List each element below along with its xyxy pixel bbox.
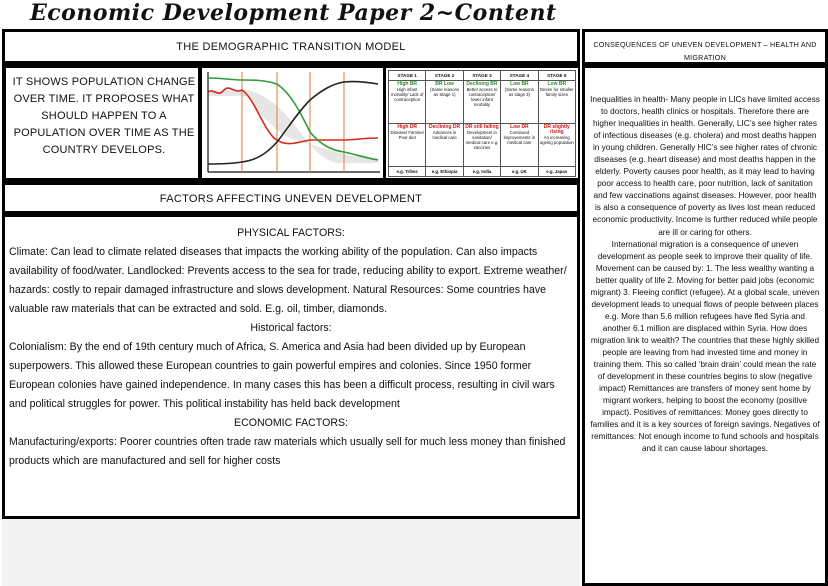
consequences-title-panel bbox=[582, 29, 828, 65]
dtm-description: IT SHOWS POPULATION CHANGE OVER TIME. IT PROPOSES WHAT SHOULD HAPPEN TO A POPULATION OVER TIME AS THE COUNTRY DEVELOPS. bbox=[12, 76, 196, 156]
birth-rate-cell bbox=[463, 81, 500, 124]
historical-heading: Historical factors: bbox=[250, 322, 332, 334]
death-rate-note: Advances in medical care bbox=[432, 130, 457, 140]
birth-rate-label: Declining BR bbox=[466, 81, 498, 87]
historical-text: Colonialism: By the end of 19th century much of Africa, S. America and Asia had been divided up by European superpowers. This allowed these European countries to gain powerful empires and colonies. Since 1950 former European colonies have gained independence. In many cases this has been a difficult process, resulting in civil wars and political struggles for power. This political instability has held back development bbox=[9, 341, 555, 410]
birth-rate-note: High infant mortality/ Lack of contraception bbox=[390, 87, 424, 102]
death-rate-cell bbox=[501, 124, 538, 167]
birth-rate-cell bbox=[389, 81, 426, 124]
birth-rate-row bbox=[389, 81, 576, 124]
page-title: Economic Development Paper 2~Content bbox=[30, 0, 557, 26]
dtm-title-panel bbox=[2, 29, 580, 64]
death-rate-note: An increasing ageing population bbox=[539, 135, 574, 145]
consequences-body bbox=[590, 94, 820, 455]
death-rate-label: DR slightly rising bbox=[543, 124, 570, 135]
birth-rate-cell bbox=[501, 81, 538, 124]
death-rate-row bbox=[389, 124, 576, 167]
dtm-title: THE DEMOGRAPHIC TRANSITION MODEL bbox=[176, 41, 406, 53]
birth-rate-note: Desire for smaller family sizes bbox=[539, 87, 574, 97]
migration-text: International migration is a consequence of uneven development as people seek to improve their quality of life. Movement can be caused by: 1. The less wealthy wanting a better quality of life 2. Moving for better paid jobs (economic migrant) 3. Fleeing conflict (refugee). At a global scale, uneven development leads to unequal flows of people between places e.g. More than 5.6 million refugees have fled Syria and another 6.1 million are displaced within Syria. How does migration link to wealth? The countries that these highly skilled people are leaving from had invested time and money in training them. This so called ‘brain drain’ could mean the rate of development in these countries begins to slow (negative impact) Remittances are transfers of money sent home by migrant workers, helping to boost the economy (positive impact). Positives of remittances: Money goes directly to families and it is a key sources of foreign savings. Negatives of remittances: Not enough income to fund schools and hospitals and it can cause labour shortages. bbox=[590, 239, 820, 454]
death-rate-note: Continued improvements in medical care bbox=[503, 130, 536, 145]
birth-rate-label: BR Low bbox=[435, 81, 454, 87]
birth-rate-note: (Same reasons as Stage 1) bbox=[430, 87, 460, 97]
dtm-stages-panel bbox=[386, 68, 578, 178]
physical-text: Climate: Can lead to climate related diseases that impacts the working ability of the population. Can also impacts availability of food/water. Landlocked: Prevents access to the sea for trade, reducing ability to export. Extreme weather/ hazards: costly to repair damaged infrastructure and slows development. Natural Resources: Some countries have valuable raw materials that can be extracted and sold. E.g. oil, timber, diamonds. bbox=[9, 246, 567, 315]
economic-heading: ECONOMIC FACTORS: bbox=[234, 417, 348, 429]
stage-header: STAGE 1 bbox=[389, 71, 426, 81]
stage-header: STAGE 3 bbox=[463, 71, 500, 81]
dtm-graph bbox=[202, 68, 383, 178]
birth-rate-cell bbox=[538, 81, 575, 124]
death-rate-note: Development in sanitation/ medical care e.g. vaccines bbox=[465, 130, 499, 150]
example-cell: e.g. Japan bbox=[538, 167, 575, 177]
death-rate-cell bbox=[538, 124, 575, 167]
birth-rate-cell bbox=[426, 81, 463, 124]
stage-header: STAGE 5 bbox=[538, 71, 575, 81]
birth-rate-label: Low BR bbox=[510, 81, 529, 87]
health-text: Inequalities in health- Many people in LICs have limited access to doctors, health clinics or hospitals. Therefore there are higher inequalities in health. Generally, LIC’s see higher rates of infectious diseases (e.g. cholera) and most deaths happen in young children. Generally HIC’s see higher rates of chronic diseases (e.g. heart disease) and most deaths happen in the elderly. Poverty causes poor health, as it may lead to having poor access to health care, poor nutrition, lack of sanitation and few vaccinations against diseases. However, poor health is also a consequence of poverty as lives lost mean reduced economic productivity. Income is further reduced while people are ill or caring for others. bbox=[590, 95, 820, 237]
physical-heading: PHYSICAL FACTORS: bbox=[237, 227, 345, 239]
example-cell: e.g. Ethiopia bbox=[426, 167, 463, 177]
example-cell: e.g. Tribes bbox=[389, 167, 426, 177]
stage-header: STAGE 4 bbox=[501, 71, 538, 81]
stages-table bbox=[388, 70, 576, 177]
economic-text: Manufacturing/exports: Poorer countries often trade raw materials which usually sell for much less money than finished products which are manufactured and sell for higher costs bbox=[9, 436, 566, 467]
stages-header-row bbox=[389, 71, 576, 81]
death-rate-label: High DR bbox=[397, 124, 418, 130]
example-cell: e.g. UK bbox=[501, 167, 538, 177]
death-rate-cell bbox=[426, 124, 463, 167]
birth-rate-note: (Same reasons as stage 3) bbox=[504, 87, 534, 97]
example-cell: e.g. India bbox=[463, 167, 500, 177]
factors-body-panel bbox=[2, 214, 580, 519]
birth-rate-note: Better access to contraception/ lower infant mortality bbox=[466, 87, 498, 107]
death-rate-note: Disease/ Famine/ Poor diet bbox=[390, 130, 424, 140]
consequences-title: CONSEQUENCES OF UNEVEN DEVELOPMENT – HEALTH AND MIGRATION bbox=[593, 40, 817, 62]
birth-rate-label: Low BR bbox=[547, 81, 567, 87]
factors-body bbox=[9, 224, 573, 471]
factors-title: FACTORS AFFECTING UNEVEN DEVELOPMENT bbox=[159, 193, 423, 205]
death-rate-cell bbox=[463, 124, 500, 167]
dtm-graph-panel bbox=[202, 68, 383, 178]
factors-title-panel bbox=[2, 182, 580, 214]
death-rate-label: DR still falling bbox=[465, 124, 499, 130]
birth-rate-label: High BR bbox=[397, 81, 418, 87]
stage-header: STAGE 2 bbox=[426, 71, 463, 81]
dtm-description-panel bbox=[6, 68, 198, 178]
death-rate-label: Declining DR bbox=[429, 124, 461, 130]
death-rate-label: Low DR bbox=[510, 124, 529, 130]
death-rate-cell bbox=[389, 124, 426, 167]
empty-footer-area bbox=[2, 519, 580, 586]
consequences-body-panel bbox=[582, 65, 828, 586]
example-row bbox=[389, 167, 576, 177]
